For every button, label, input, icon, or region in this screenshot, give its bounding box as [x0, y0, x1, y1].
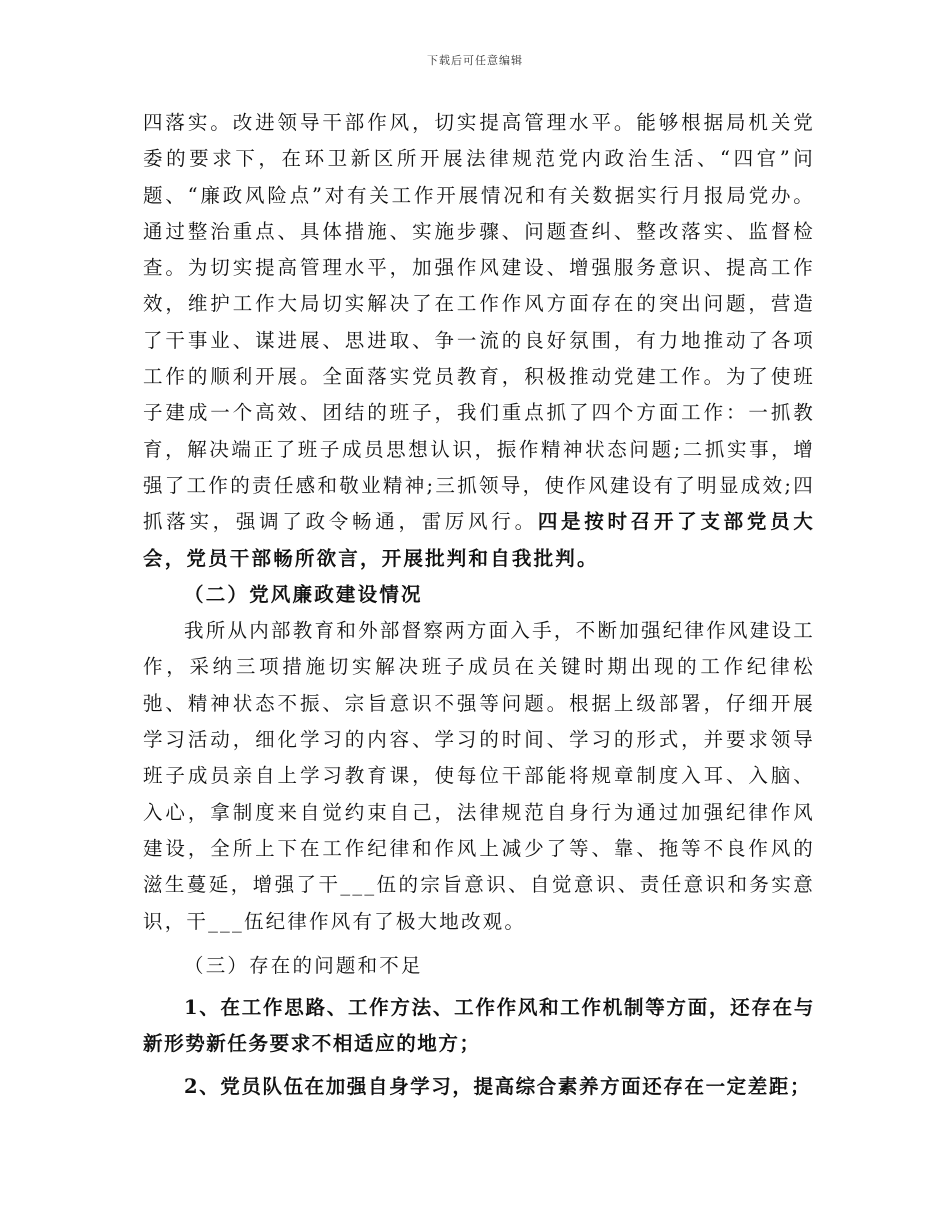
paragraph-bold-text: 四是按时召开了支部党员大会，党员干部畅所欲言，开展批判和自我批判。 [143, 510, 815, 570]
section-heading-problems: （三）存在的问题和不足 [184, 953, 423, 977]
paragraph-text: 四落实。改进领导干部作风，切实提高管理水平。能够根据局机关党委的要求下，在环卫新区所开展法律规范党内政治生活、“四官”问题、“廉政风险点”对有关工作开展情况和有关数据实行月报局党办。通过整治重点、具体措施、实施步骤、问题查纠、整改落实、监督检查。为切实提高管理水平，加强作风建设、增强服务意识、提高工作效，维护工作大局切实解决了在工作作风方面存在的突出问题，营造了干事业、谋进展、思进取、争一流的良好氛围，有力地推动了各项工作的顺利开展。全面落实党员教育，积极推动党建工作。为了使班子建成一个高效、团结的班子，我们重点抓了四个方面工作：一抓教育，解决端正了班子成员思想认识，振作精神状态问题;二抓实事，增强了工作的责任感和敬业精神;三抓领导，使作风建设有了明显成效;四抓落实，强调了政令畅通，雷厉风行。 [143, 111, 815, 534]
section-heading-integrity: （二）党风廉政建设情况 [184, 582, 423, 606]
problem-item-2: 2、党员队伍在加强自身学习，提高综合素养方面还存在一定差距； [184, 1074, 812, 1098]
paragraph-party-building [143, 105, 815, 577]
problem-item-1: 1、在工作思路、工作方法、工作作风和工作机制等方面，还存在与新形势新任务要求不相适应的地方； [143, 996, 815, 1056]
paragraph-integrity: 我所从内部教育和外部督察两方面入手，不断加强纪律作风建设工作，采纳三项措施切实解决班子成员在关键时期出现的工作纪律松弛、精神状态不振、宗旨意识不强等问题。根据上级部署，仔细开展学习活动，细化学习的内容、学习的时间、学习的形式，并要求领导班子成员亲自上学习教育课，使每位干部能将规章制度入耳、入脑、入心，拿制度来自觉约束自己，法律规范自身行为通过加强纪律作风建设，全所上下在工作纪律和作风上减少了等、靠、拖等不良作风的滋生蔓延，增强了干___伍的宗旨意识、自觉意识、责任意识和务实意识，干___伍纪律作风有了极大地改观。 [143, 619, 815, 933]
document-body [143, 105, 815, 1109]
page-header: 下载后可任意编辑 [427, 54, 523, 67]
